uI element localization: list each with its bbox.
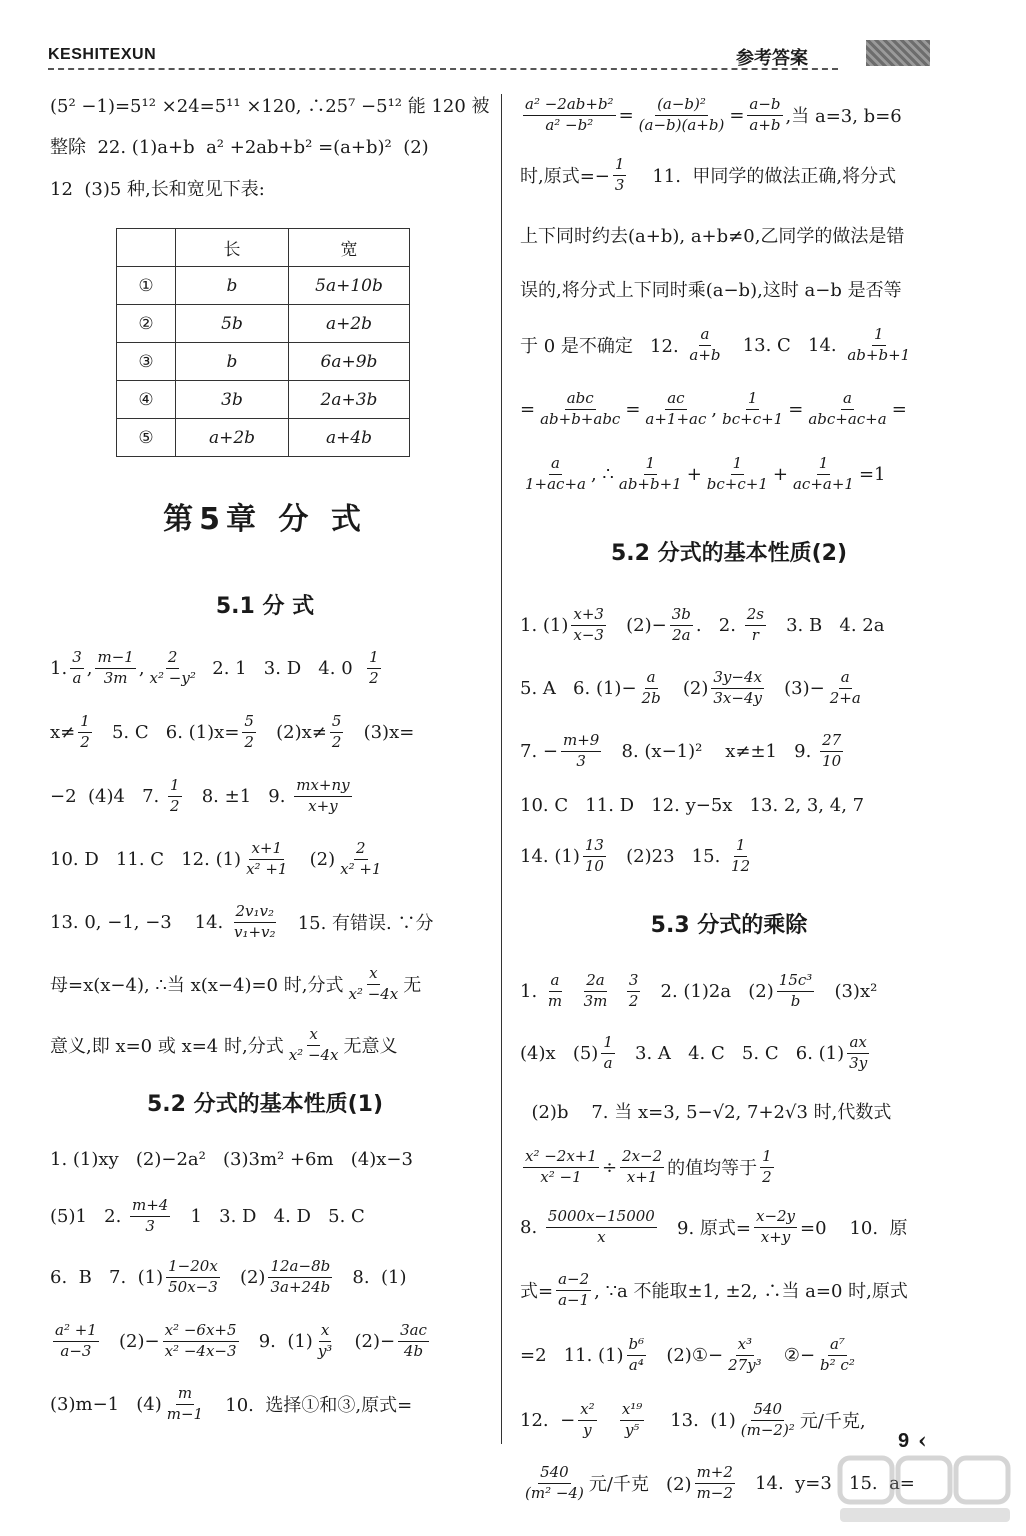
table-header-length: 长 xyxy=(176,229,289,267)
answer-line: (5² −1)=5¹² ×24=5¹¹ ×120, ∴25⁷ −5¹² 能 120 被 xyxy=(50,96,490,117)
answer-line: 13. 0, −1, −3 14. $\frac{\text{2v₁v₂}}{\text{v₁+v₂}}$ 15. 有错误. ∵分 xyxy=(50,902,434,941)
page-arrow-icon: ‹ xyxy=(918,1428,927,1454)
table-cell: ① xyxy=(117,267,176,305)
fraction: $\frac{m}{m-1}$ xyxy=(166,1384,204,1423)
fraction: $\frac{1}{2}$ xyxy=(170,776,180,815)
fraction: $\frac{\text{x² −6x+5}}{\text{x² −4x−3}}$ xyxy=(164,1321,237,1360)
fraction: $\frac{1}{a}$ xyxy=(603,1033,613,1072)
fraction: $\frac{a}{2b}$ xyxy=(641,668,661,707)
answer-line: 8. $\frac{5000x-15000}{x}$ 9. 原式= $\frac{x-2y}{x+y}$ =0 10. 原 xyxy=(520,1207,908,1246)
answer-line: 10. C 11. D 12. y−5x 13. 2, 3, 4, 7 xyxy=(520,794,865,816)
answer-line: 1. $\frac{3}{a}$ , $\frac{m-1}{3m}$ , $\frac{2}{\text{x² −y²}}$ 2. 1 3. D 4. 0 $\frac{1}{2}$ xyxy=(50,648,379,687)
table-cell: ④ xyxy=(117,381,176,419)
fraction: $\frac{x-2y}{x+y}$ xyxy=(755,1207,796,1246)
table-cell: b xyxy=(176,267,289,305)
table-row xyxy=(117,305,410,343)
fraction: $\frac{3}{2}$ xyxy=(628,971,639,1010)
table-cell: 5a+10b xyxy=(289,267,410,305)
table-cell: 2a+3b xyxy=(289,381,410,419)
fraction: $\frac{2}{\text{x² −y²}}$ xyxy=(149,648,196,687)
fraction: $\frac{x+1}{\text{x² +1}}$ xyxy=(246,839,288,878)
header-title: 参考答案 xyxy=(736,48,808,69)
table-cell: 5b xyxy=(176,305,289,343)
fraction: $\frac{a-b}{a+b}$ xyxy=(749,95,781,134)
fraction: $\frac{\text{b⁶}}{\text{a⁴}}$ xyxy=(628,1335,645,1374)
fraction: $\frac{\text{15c³}}{b}$ xyxy=(778,971,813,1010)
answer-line: 母=x(x−4), ∴当 x(x−4)=0 时,分式 $\frac{x}{\text{x² −4x}}$ 无 xyxy=(50,964,422,1003)
answer-line: 6. B 7. (1) $\frac{1-20x}{50x-3}$ (2) $\frac{12a-8b}{3a+24b}$ 8. (1) xyxy=(50,1257,407,1296)
fraction: $\frac{\text{2v₁v₂}}{\text{v₁+v₂}}$ xyxy=(234,902,276,941)
fraction: $\frac{1}{bc+c+1}$ xyxy=(722,389,784,428)
fraction: $\frac{1}{bc+c+1}$ xyxy=(706,454,768,493)
table-cell: a+2b xyxy=(289,305,410,343)
fraction: $\frac{m+2}{m-2}$ xyxy=(696,1463,733,1502)
fraction: $\frac{\text{a² −2ab+b²}}{\text{a² −b²}}$ xyxy=(525,95,614,134)
fraction: $\frac{5}{2}$ xyxy=(331,712,342,751)
fraction: $\frac{1}{ac+a+1}$ xyxy=(792,454,854,493)
section-heading-5-2-1: 5.2 分式的基本性质(1) xyxy=(146,1092,384,1117)
answer-line: 12 (3)5 种,长和宽见下表: xyxy=(50,179,265,200)
answer-line: 误的,将分式上下同时乘(a−b),这时 a−b 是否等 xyxy=(520,280,902,301)
brand-text: KESHITEXUN xyxy=(48,46,157,63)
fraction: $\frac{27}{10}$ xyxy=(822,731,842,770)
right-column xyxy=(520,86,938,1514)
chapter-title: 第5章 分 式 xyxy=(163,502,367,537)
fraction: $\frac{3}{a}$ xyxy=(72,648,82,687)
table-cell: b xyxy=(176,343,289,381)
fraction: $\frac{\text{abc}}{\text{ab+b+abc}}$ xyxy=(540,389,621,428)
fraction: $\frac{1}{12}$ xyxy=(731,836,751,875)
fraction: $\frac{mx+ny}{x+y}$ xyxy=(296,776,350,815)
fraction: $\frac{2a}{3m}$ xyxy=(583,971,608,1010)
fraction: $\frac{a}{m}$ xyxy=(547,971,563,1010)
answer-line: $\frac{\text{a² −2ab+b²}}{\text{a² −b²}}$ = $\frac{\text{(a−b)²}}{(a-b)(a+b)}$ = $\frac{a-b}{a+b}$ ,当 a=3, b=6 xyxy=(525,95,902,134)
fraction: $\frac{ac}{a+1+ac}$ xyxy=(645,389,707,428)
fraction: $\frac{1}{3}$ xyxy=(614,155,625,194)
table-cell: 6a+9b xyxy=(289,343,410,381)
table-cell: ② xyxy=(117,305,176,343)
answer-line: $\frac{a}{1+ac+a}$ , ∴ $\frac{1}{ab+b+1}$ + $\frac{1}{bc+c+1}$ + $\frac{1}{ac+a+1}$ =1 xyxy=(525,454,886,493)
table-cell: ③ xyxy=(117,343,176,381)
fraction: $\frac{\text{(a−b)²}}{(a-b)(a+b)}$ xyxy=(638,95,725,134)
answer-line: 式= $\frac{a-2}{a-1}$ , ∵a 不能取±1, ±2, ∴当 a=0 时,原式 xyxy=(520,1270,908,1309)
table-cell: a+2b xyxy=(176,419,289,457)
fraction: $\frac{1-20x}{50x-3}$ xyxy=(168,1257,218,1296)
answer-line: 时,原式=− $\frac{1}{3}$ 11. 甲同学的做法正确,将分式 xyxy=(520,155,897,194)
fraction: $\frac{m+4}{3}$ xyxy=(132,1196,169,1235)
answer-line: x≠ $\frac{1}{2}$ 5. C 6. (1)x= $\frac{5}{2}$ (2)x≠ $\frac{5}{2}$ (3)x= xyxy=(50,712,415,751)
answer-line: 7. − $\frac{m+9}{3}$ 8. (x−1)² x≠±1 9. $\frac{27}{10}$ xyxy=(520,731,842,770)
answer-line: −2 (4)4 7. $\frac{1}{2}$ 8. ±1 9. $\frac{mx+ny}{x+y}$ xyxy=(50,776,350,815)
fraction: $\frac{1}{ab+b+1}$ xyxy=(847,325,911,364)
fraction: $\frac{3b}{2a}$ xyxy=(671,605,691,644)
answer-line: 12. − $\frac{\text{x²}}{y}$ $\frac{\text{x¹⁹}}{\text{y⁵}}$ 13. (1) $\frac{540}{\text{(m−2)²}}$ 元/千克, xyxy=(520,1400,866,1439)
left-column xyxy=(50,86,490,1435)
answer-line: =2 11. (1) $\frac{\text{b⁶}}{\text{a⁴}}$ (2)①− $\frac{\text{x³}}{\text{27y³}}$ ②− $\frac{\text{a⁷}}{\text{b² c²}}$ xyxy=(520,1335,855,1374)
fraction: $\frac{m-1}{3m}$ xyxy=(97,648,134,687)
fraction: $\frac{12a-8b}{3a+24b}$ xyxy=(270,1257,331,1296)
table-row xyxy=(117,381,410,419)
table-row xyxy=(117,419,410,457)
table-cell: 3b xyxy=(176,381,289,419)
fraction: $\frac{a}{a+b}$ xyxy=(689,325,721,364)
section-heading-5-3: 5.3 分式的乘除 xyxy=(650,913,808,938)
watermark-logo-icon xyxy=(836,1452,1014,1526)
fraction: $\frac{3ac}{4b}$ xyxy=(400,1321,427,1360)
fraction: $\frac{a}{2+a}$ xyxy=(829,668,861,707)
fraction: $\frac{13}{10}$ xyxy=(584,836,604,875)
fraction: $\frac{2s}{r}$ xyxy=(746,605,764,644)
fraction: $\frac{3y-4x}{3x-4y}$ xyxy=(713,668,762,707)
fraction: $\frac{540}{\text{(m−2)²}}$ xyxy=(740,1400,795,1439)
answer-line: 1. (1) $\frac{x+3}{x-3}$ (2)− $\frac{3b}{2a}$ . 2. $\frac{2s}{r}$ 3. B 4. 2a xyxy=(520,605,885,644)
answer-line: 意义,即 x=0 或 x=4 时,分式 $\frac{x}{\text{x² −4x}}$ 无意义 xyxy=(50,1025,398,1064)
fraction: $\frac{x+3}{x-3}$ xyxy=(573,605,604,644)
fraction: $\frac{a}{1+ac+a}$ xyxy=(525,454,586,493)
fraction: $\frac{2x-2}{x+1}$ xyxy=(622,1147,663,1186)
answer-line: 14. (1) $\frac{13}{10}$ (2)23 15. $\frac{1}{12}$ xyxy=(520,836,751,875)
fraction: $\frac{1}{2}$ xyxy=(762,1147,772,1186)
fraction: $\frac{540}{\text{(m² −4)}}$ xyxy=(525,1463,584,1502)
fraction: $\frac{a-2}{a-1}$ xyxy=(558,1270,590,1309)
table-cell: a+4b xyxy=(289,419,410,457)
fraction: $\frac{x}{\text{x² −4x}}$ xyxy=(288,1025,339,1064)
fraction: $\frac{1}{2}$ xyxy=(80,712,90,751)
answer-line: 于 0 是不确定 12. $\frac{a}{a+b}$ 13. C 14. $\frac{1}{ab+b+1}$ xyxy=(520,325,911,364)
fraction: $\frac{5000x-15000}{x}$ xyxy=(547,1207,655,1246)
fraction: $\frac{\text{x²}}{y}$ xyxy=(580,1400,595,1439)
column-divider xyxy=(501,94,502,1444)
section-heading-5-2-2: 5.2 分式的基本性质(2) xyxy=(610,541,848,566)
answer-line: 10. D 11. C 12. (1) $\frac{x+1}{\text{x² +1}}$ (2) $\frac{2}{\text{x² +1}}$ xyxy=(50,839,382,878)
table-cell xyxy=(117,229,176,267)
answer-line: 上下同时约去(a+b), a+b≠0,乙同学的做法是错 xyxy=(520,226,905,247)
fraction: $\frac{a}{\text{abc+ac+a}}$ xyxy=(808,389,887,428)
answer-line: (5)1 2. $\frac{m+4}{3}$ 1 3. D 4. D 5. C xyxy=(50,1196,365,1235)
answer-line: = $\frac{\text{abc}}{\text{ab+b+abc}}$ = $\frac{ac}{a+1+ac}$ , $\frac{1}{bc+c+1}$ = $\frac{a}{\text{abc+ac+a}}$ = xyxy=(520,389,907,428)
table-row xyxy=(117,343,410,381)
fraction: $\frac{1}{2}$ xyxy=(369,648,379,687)
header-decoration xyxy=(866,40,930,66)
answer-line: (2)b 7. 当 x=3, 5−√2, 7+2√3 时,代数式 xyxy=(520,1102,892,1123)
answer-line: 整除 22. (1)a+b a² +2ab+b² =(a+b)² (2) xyxy=(50,137,429,158)
answer-line: 1. (1)xy (2)−2a² (3)3m² +6m (4)x−3 xyxy=(50,1148,413,1170)
table-header-width: 宽 xyxy=(289,229,410,267)
fraction: $\frac{ax}{3y}$ xyxy=(849,1033,868,1072)
answer-line: 1. $\frac{a}{m}$ $\frac{2a}{3m}$ $\frac{3}{2}$ 2. (1)2a (2) $\frac{\text{15c³}}{b}$ (3)x² xyxy=(520,971,878,1010)
answer-line: (4)x (5) $\frac{1}{a}$ 3. A 4. C 5. C 6. (1) $\frac{ax}{3y}$ xyxy=(520,1033,868,1072)
fraction: $\frac{1}{ab+b+1}$ xyxy=(618,454,682,493)
table-header-row xyxy=(117,229,410,267)
answer-line: $\frac{\text{x² −2x+1}}{\text{x² −1}}$ ÷ $\frac{2x-2}{x+1}$ 的值均等于 $\frac{1}{2}$ xyxy=(525,1147,772,1186)
fraction: $\frac{\text{a⁷}}{\text{b² c²}}$ xyxy=(820,1335,855,1374)
fraction: $\frac{\text{a² +1}}{a-3}$ xyxy=(55,1321,97,1360)
fraction: $\frac{\text{x² −2x+1}}{\text{x² −1}}$ xyxy=(525,1147,597,1186)
section-heading-5-1: 5.1 分 式 xyxy=(215,594,315,619)
answer-line: $\frac{540}{\text{(m² −4)}}$ 元/千克 (2) $\frac{m+2}{m-2}$ 14. y=3 15. a= xyxy=(525,1463,915,1502)
fraction: $\frac{x}{\text{y³}}$ xyxy=(317,1321,333,1360)
fraction: $\frac{2}{\text{x² +1}}$ xyxy=(340,839,382,878)
fraction: $\frac{m+9}{3}$ xyxy=(562,731,600,770)
table-cell: ⑤ xyxy=(117,419,176,457)
page-number: 9 xyxy=(898,1430,910,1452)
fraction: $\frac{\text{x³}}{\text{27y³}}$ xyxy=(728,1335,762,1374)
fraction: $\frac{5}{2}$ xyxy=(244,712,254,751)
fraction: $\frac{x}{\text{x² −4x}}$ xyxy=(348,964,399,1003)
answer-line: $\frac{\text{a² +1}}{a-3}$ (2)− $\frac{\text{x² −6x+5}}{\text{x² −4x−3}}$ 9. (1) $\frac{x}{\text{y³}}$ (2)− $\frac{3ac}{4b}$ xyxy=(55,1321,427,1360)
header-dashed-rule xyxy=(48,68,838,70)
answer-line: (3)m−1 (4) $\frac{m}{m-1}$ 10. 选择①和③,原式= xyxy=(50,1384,413,1423)
fraction: $\frac{\text{x¹⁹}}{\text{y⁵}}$ xyxy=(621,1400,643,1439)
table-row xyxy=(117,267,410,305)
dimensions-table xyxy=(116,228,410,457)
answer-line: 5. A 6. (1)− $\frac{a}{2b}$ (2) $\frac{3y-4x}{3x-4y}$ (3)− $\frac{a}{2+a}$ xyxy=(520,668,861,707)
